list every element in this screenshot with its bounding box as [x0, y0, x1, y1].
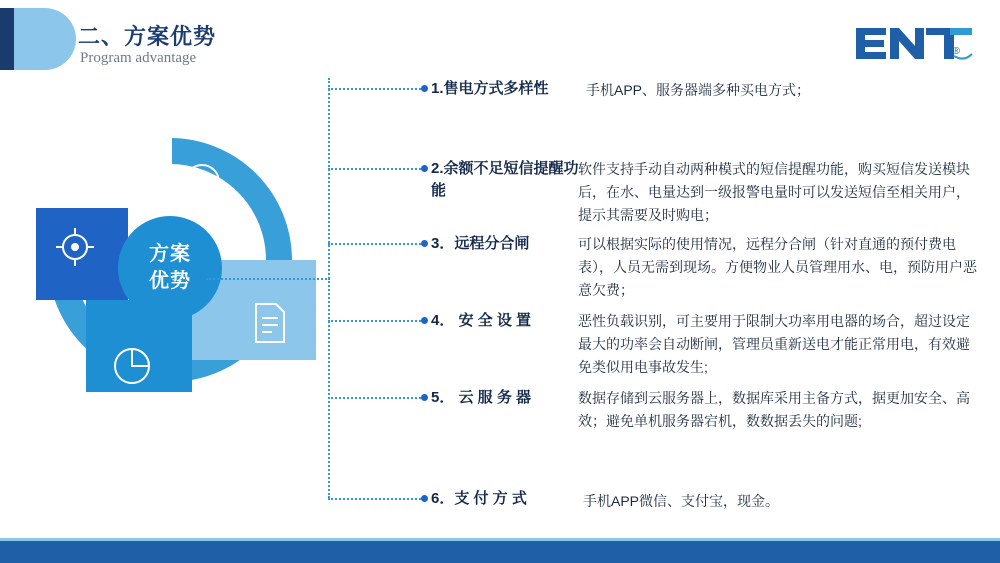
graphic-center-label [118, 216, 222, 320]
item-title-6: 6．支 付 方 式 [431, 490, 527, 507]
page-subtitle: Program advantage [80, 50, 197, 66]
item-body-4: 恶性负载识别，可主要用于限制大功率用电器的场合，超过设定最大的功率会自动断闸，管理员重新送电才能正常用电，有效避免类似用电事故发生; [578, 313, 970, 376]
clock-icon [180, 160, 224, 204]
connector-4 [328, 320, 424, 322]
logo-mark [854, 24, 974, 64]
connector-1 [328, 88, 424, 90]
document-icon [250, 300, 290, 346]
item-body-6: 手机APP微信、支付宝，现金。 [583, 493, 780, 509]
item-title-4: 4． 安 全 设 置 [431, 312, 532, 329]
bullet-dot-2 [421, 165, 428, 172]
pie-chart-icon [108, 342, 156, 390]
header-accent-bar [0, 8, 14, 70]
target-icon [52, 224, 98, 270]
item-body-3: 可以根据实际的使用情况，远程分合闸（针对直通的预付费电表），人员无需到现场。方便物业人员管理用水、电，预防用户恶意欠费； [578, 236, 977, 299]
center-line-2: 优势 [149, 270, 191, 292]
item-body-5: 数据存储到云服务器上，数据库采用主备方式，据更加安全、高效；避免单机服务器宕机，数数据丢失的问题; [578, 390, 970, 430]
bullet-dot-4 [421, 317, 428, 324]
item-title-5: 5． 云 服 务 器 [431, 389, 532, 406]
bullet-dot-1 [421, 85, 428, 92]
item-title-1: 1.售电方式多样性 [431, 80, 549, 97]
connector-5 [328, 397, 424, 399]
page-title: 二、方案优势 [78, 24, 217, 49]
connector-3 [328, 243, 424, 245]
bullet-dot-5 [421, 394, 428, 401]
item-title-3: 3．远程分合闸 [431, 235, 530, 252]
connector-spine [328, 78, 330, 498]
header-accent-blob [14, 8, 76, 70]
registered-mark: ® [952, 46, 960, 57]
center-line-1: 方案 [149, 243, 191, 265]
item-body-2: 软件支持手动自动两种模式的短信提醒功能，购买短信发送模块后，在水、电量达到一级报警电量时可以发送短信至相关用户，提示其需要及时购电； [578, 161, 970, 224]
connector-2 [328, 168, 424, 170]
program-advantage-graphic [20, 130, 320, 440]
company-logo [854, 24, 974, 64]
bullet-dot-6 [421, 495, 428, 502]
item-body-1: 手机APP、服务器端多种买电方式； [586, 82, 811, 98]
bullet-dot-3 [421, 240, 428, 247]
connector-center [206, 278, 330, 280]
connector-6 [328, 498, 424, 500]
footer-bar [0, 541, 1000, 563]
item-title-2: 2.余额不足短信提醒功能 [431, 160, 579, 199]
